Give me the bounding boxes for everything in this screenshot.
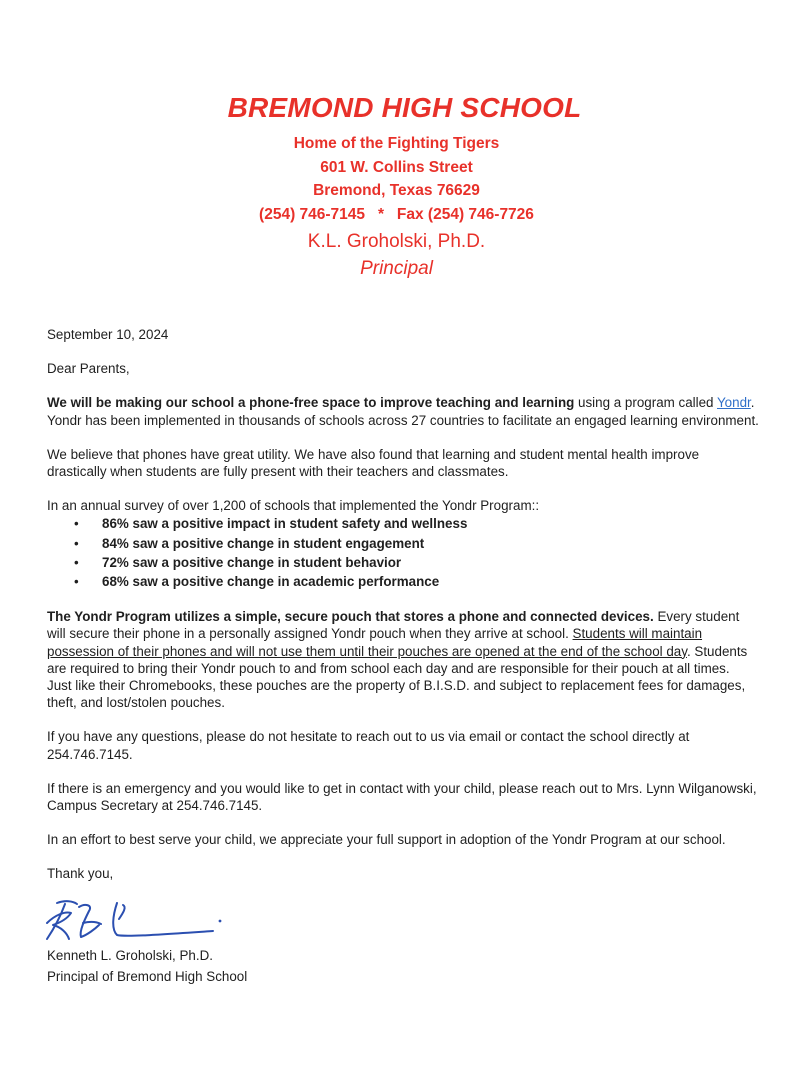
- list-item: [47, 534, 759, 553]
- survey-item-text: 72% saw a positive change in student behavior: [102, 554, 402, 570]
- survey-item-text: 68% saw a positive change in academic performance: [102, 574, 440, 590]
- paragraph-intro: [47, 394, 759, 428]
- letterhead: [0, 92, 793, 282]
- bullet-icon: •: [74, 516, 79, 532]
- list-item: [47, 553, 759, 572]
- intro-text-end: . Yondr has been implemented in thousands of schools across 27 countries to facilitate an engaged learning environment.: [47, 395, 759, 428]
- signature-image: [43, 895, 233, 943]
- intro-bold-text: We will be making our school a phone-free space to improve teaching and learning: [47, 395, 575, 411]
- principal-name: K.L. Groholski, Ph.D.: [307, 231, 486, 252]
- letter-body: [47, 326, 759, 987]
- intro-text: using a program called: [574, 395, 717, 411]
- paragraph-pouch: [47, 608, 759, 711]
- bullet-icon: •: [74, 574, 79, 590]
- phone-fax: (254) 746-7145 * Fax (254) 746-7726: [259, 205, 534, 223]
- closing: Thank you,: [47, 866, 114, 882]
- list-item: [47, 572, 759, 591]
- tagline: Home of the Fighting Tigers: [293, 135, 500, 152]
- bullet-icon: •: [74, 535, 79, 551]
- yondr-link[interactable]: Yondr: [716, 395, 751, 411]
- school-name: BREMOND HIGH SCHOOL: [227, 92, 582, 123]
- salutation: Dear Parents,: [47, 361, 130, 377]
- survey-list: [47, 514, 759, 591]
- paragraph-belief: We believe that phones have great utility. We have also found that learning and student mental health improve drastically when students are fully present with their teachers and classmates.: [47, 446, 700, 480]
- pouch-text: Every student will secure their phone in a personally assigned Yondr pouch when they arrive at school.: [47, 609, 740, 642]
- pouch-underlined-text: Students will maintain possession of their phones and will not use them until their pouches are opened at the end of the school day: [47, 626, 703, 659]
- paragraph-emergency: If there is an emergency and you would like to get in contact with your child, please reach out to Mrs. Lynn Wilganowski, Campus Secretary at 254.746.7145.: [47, 780, 757, 814]
- principal-title: Principal: [360, 258, 433, 279]
- survey-item-text: 86% saw a positive impact in student safety and wellness: [102, 516, 468, 532]
- survey-item-text: 84% saw a positive change in student engagement: [102, 535, 425, 551]
- paragraph-support: In an effort to best serve your child, we appreciate your full support in adoption of the Yondr Program at our school.: [47, 832, 726, 848]
- pouch-text-end: . Students are required to bring their Yondr pouch to and from school each day and are responsible for their pouch at all times. Just like their Chromebooks, these pouches are the property of B.I.S.D. and subject to replacement fees for damages, theft, and lost/stolen pouches.: [47, 643, 751, 711]
- signer-name: Kenneth L. Groholski, Ph.D.: [47, 947, 213, 963]
- letter-date: September 10, 2024: [47, 327, 169, 342]
- list-item: [47, 514, 759, 533]
- city-state-zip: Bremond, Texas 76629: [313, 182, 480, 199]
- signer-title: Principal of Bremond High School: [47, 968, 248, 984]
- pouch-bold-text: The Yondr Program utilizes a simple, secure pouch that stores a phone and connected devices.: [47, 609, 654, 625]
- survey-intro: In an annual survey of over 1,200 of schools that implemented the Yondr Program::: [47, 498, 540, 514]
- paragraph-questions: If you have any questions, please do not hesitate to reach out to us via email or contact the school directly at 254.746.7145.: [47, 729, 690, 762]
- street-address: 601 W. Collins Street: [320, 158, 473, 176]
- bullet-icon: •: [74, 554, 79, 570]
